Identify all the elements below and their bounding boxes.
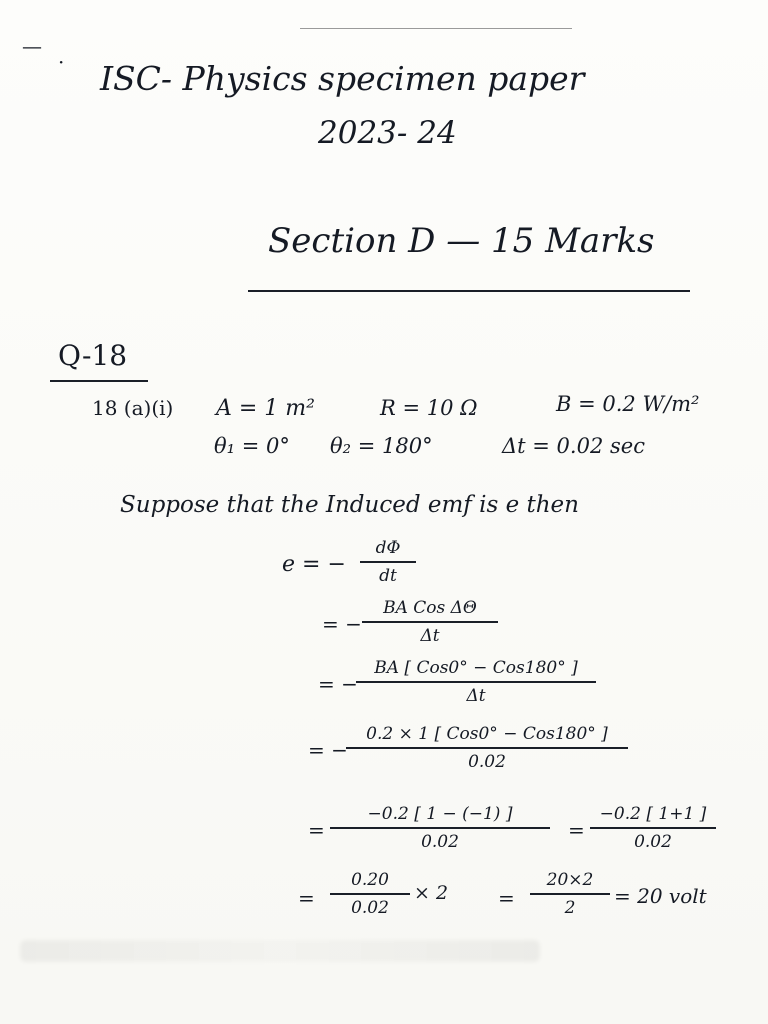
- step-5-numerator: −0.2 [ 1 − (−1) ]: [367, 804, 513, 824]
- step-4-denominator: 0.02: [468, 752, 506, 772]
- margin-dot: ·: [58, 50, 65, 74]
- section-underline: [248, 290, 690, 292]
- page-year: 2023- 24: [318, 115, 457, 151]
- given-delta-t: Δt = 0.02 sec: [502, 434, 645, 458]
- step-4-fraction-bar: [346, 747, 628, 749]
- step-5-fraction: [330, 804, 550, 852]
- step-6-fraction-bar: [590, 827, 716, 829]
- step-1-numerator: dΦ: [375, 538, 401, 558]
- statement-line: Suppose that the Induced emf is e then: [120, 492, 579, 518]
- step-8-fraction-bar: [530, 893, 610, 895]
- step-4-numerator: 0.2 × 1 [ Cos0° − Cos180° ]: [366, 724, 608, 744]
- step-2-fraction: [362, 598, 498, 646]
- step-8-numerator: 20×2: [546, 870, 594, 890]
- given-area: A = 1 m²: [216, 396, 315, 421]
- given-theta1: θ₁ = 0°: [214, 434, 290, 458]
- step-3-denominator: Δt: [466, 686, 486, 706]
- step-3-fraction: [356, 658, 596, 706]
- step-1-fraction-bar: [360, 561, 416, 563]
- page-title: ISC- Physics specimen paper: [100, 59, 585, 98]
- given-field: B = 0.2 W/m²: [556, 392, 700, 416]
- step-5-fraction-bar: [330, 827, 550, 829]
- step-8-fraction: [530, 870, 610, 918]
- section-heading: Section D — 15 Marks: [268, 221, 655, 261]
- step-3-lhs: = −: [318, 672, 358, 696]
- step-6-denominator: 0.02: [634, 832, 672, 852]
- step-7-numerator: 0.20: [351, 870, 389, 890]
- step-3-fraction-bar: [356, 681, 596, 683]
- step-8-denominator: 2: [564, 898, 576, 918]
- step-3-numerator: BA [ Cos0° − Cos180° ]: [374, 658, 578, 678]
- step-1-lhs: e = −: [282, 552, 346, 577]
- step-2-numerator: BA Cos ΔΘ: [383, 598, 477, 618]
- step-5-lhs: =: [308, 818, 325, 842]
- step-1-denominator: dt: [379, 566, 397, 586]
- top-page-line: [300, 28, 572, 29]
- step-4-fraction: [346, 724, 628, 772]
- part-label: 18 (a)(i): [92, 396, 174, 420]
- step-7-lhs: =: [298, 886, 315, 910]
- step-7-fraction-bar: [330, 893, 410, 895]
- step-1-fraction: [360, 538, 416, 586]
- given-theta2: θ₂ = 180°: [330, 434, 433, 458]
- step-7-fraction: [330, 870, 410, 918]
- step-5-denominator: 0.02: [421, 832, 459, 852]
- given-resistance: R = 10 Ω: [380, 396, 478, 420]
- question-number-underline: [50, 380, 148, 382]
- question-number: Q-18: [58, 339, 128, 372]
- step-7-denominator: 0.02: [351, 898, 389, 918]
- bleed-through-mark: [20, 940, 540, 962]
- step-8-lhs: =: [498, 886, 515, 910]
- step-6-numerator: −0.2 [ 1+1 ]: [599, 804, 707, 824]
- step-4-lhs: = −: [308, 738, 348, 762]
- step-2-denominator: Δt: [420, 626, 440, 646]
- margin-dash: —: [22, 34, 42, 58]
- step-6-fraction: [590, 804, 716, 852]
- final-answer: = 20 volt: [614, 884, 707, 908]
- step-6-lhs: =: [568, 818, 585, 842]
- step-2-lhs: = −: [322, 612, 362, 636]
- step-7-rhs: × 2: [414, 882, 449, 904]
- step-2-fraction-bar: [362, 621, 498, 623]
